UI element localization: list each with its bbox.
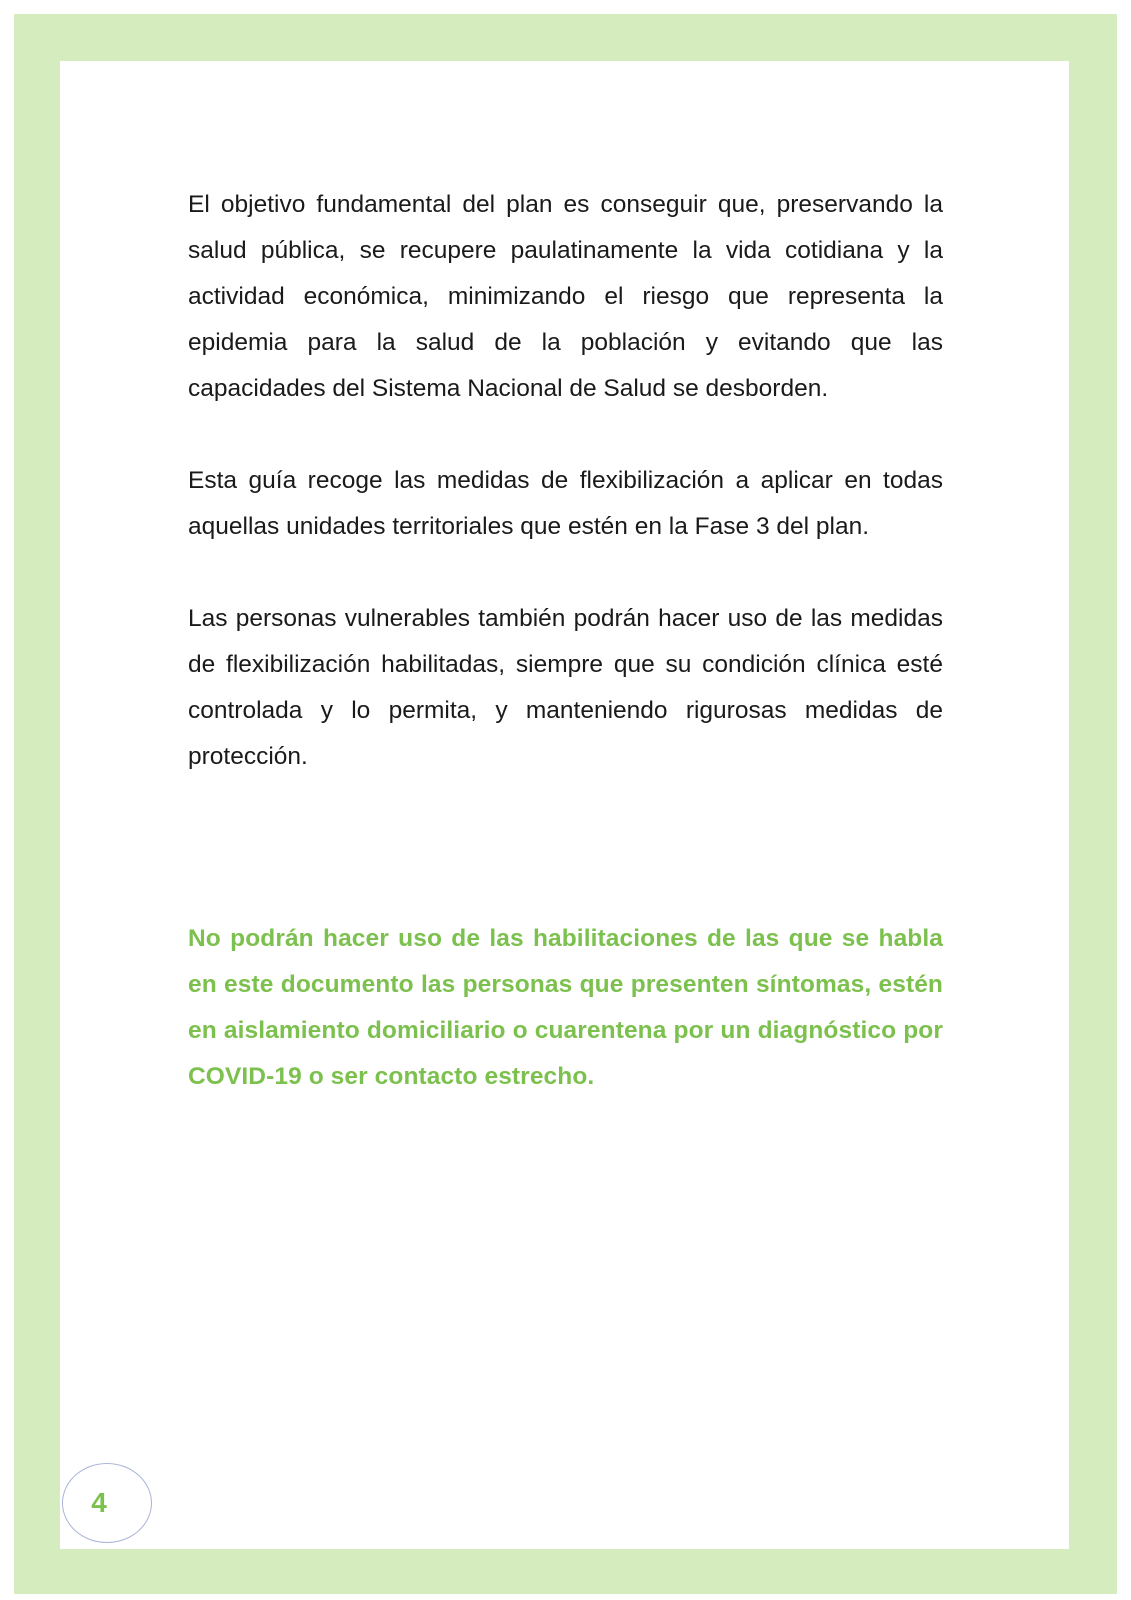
page-number-badge (62, 1463, 152, 1543)
paragraph-objective: El objetivo fundamental del plan es conseguir que, preservando la salud pública, se recupere paulatinamente la vida cotidiana y la actividad económica, minimizando el riesgo que representa la epidemia para la salud de la población y evitando que las capacidades del Sistema Nacional de Salud se desborden. (188, 191, 943, 402)
paragraph-guide-scope: Esta guía recoge las medidas de flexibilización a aplicar en todas aquellas unidades territoriales que estén en la Fase 3 del plan. (188, 467, 943, 540)
paragraph-vulnerable-people: Las personas vulnerables también podrán hacer uso de las medidas de flexibilización habilitadas, siempre que su condición clínica esté controlada y lo permita, y manteniendo rigurosas medidas de protección. (188, 605, 943, 770)
page-number: 4 (91, 1487, 107, 1518)
warning-notice: No podrán hacer uso de las habilitaciones de las que se habla en este documento las personas que presenten síntomas, estén en aislamiento domiciliario o cuarentena por un diagnóstico por COVID-19 o ser contacto estrecho. (188, 925, 943, 1090)
